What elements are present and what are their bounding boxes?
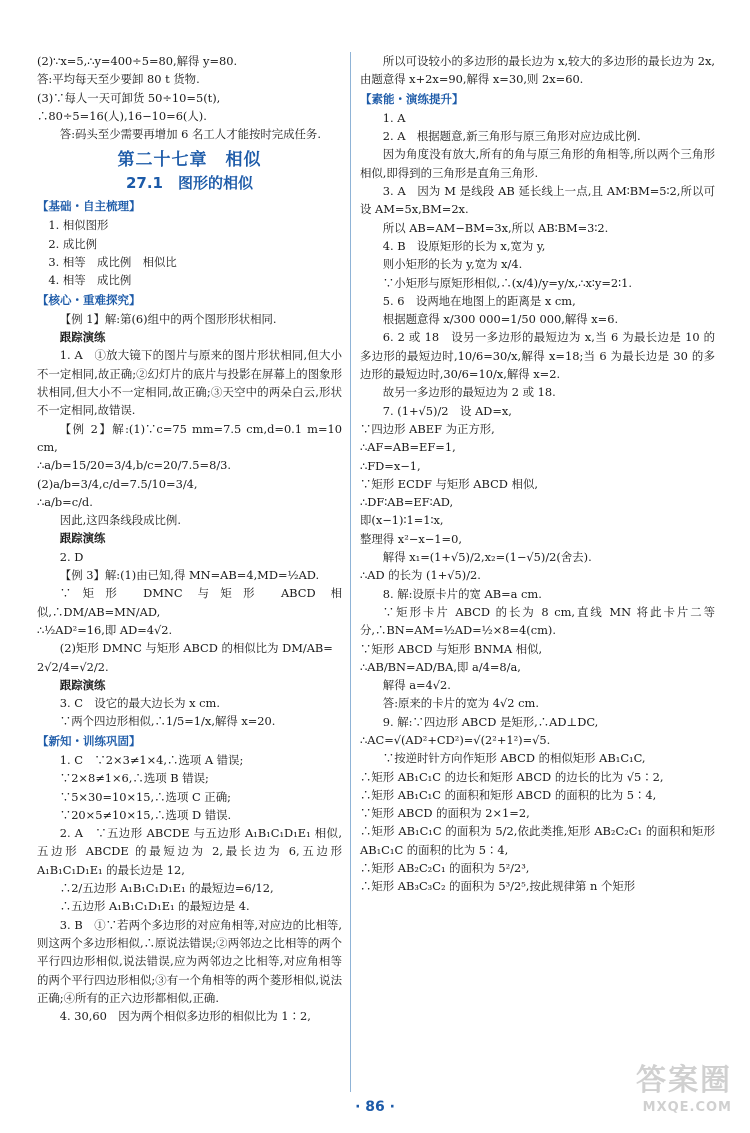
new-item: 1. C ∵2×3≠1×4,∴选项 A 错误; [59, 752, 244, 767]
skill-item: ∵四边形 ABEF 为正方形, [360, 421, 495, 436]
tag-skill: 【素能・演练提升】 [360, 91, 464, 106]
tag-new: 【新知・训练巩固】 [37, 733, 141, 748]
skill-item: ∵矩形 ABCD 与矩形 BNMA 相似, [360, 641, 543, 656]
skill-item: ∴DF∶AB=EF∶AD, [360, 495, 454, 510]
skill-item: 4. B 设原矩形的长为 x,宽为 y, [382, 238, 546, 253]
skill-item: 根据题意得 x/300 000=1/50 000,解得 x=6. [382, 312, 619, 327]
skill-item: ∵矩形卡片 ABCD 的长为 8 cm,直线 MN 将此卡片二等分,∴BN=AM=½AD=½×8=4(cm). [360, 604, 715, 638]
skill-item: 所以 AB=AM−BM=3x,所以 AB∶BM=3∶2. [382, 220, 609, 235]
follow-3-line: ∵两个四边形相似,∴1/5=1/x,解得 x=20. [59, 714, 276, 729]
tag-basic: 【基础・自主梳理】 [37, 199, 141, 214]
example-3-line: ∵矩形 DMNC 与矩形 ABCD 相似,∴DM/AB=MN/AD, [37, 586, 342, 619]
skill-item: 9. 解:∵四边形 ABCD 是矩形,∴AD⊥DC, [382, 714, 599, 729]
right-top-line: 所以可设较小的多边形的最长边为 x,较大的多边形的最长边为 2x,由题意得 x+2x=90,解得 x=30,则 2x=60. [360, 54, 715, 87]
skill-item: ∴AF=AB=EF=1, [360, 440, 456, 455]
skill-item: 因为角度没有放大,所有的角与原三角形的角相等,所以两个三角形相似,即得到的三角形是直角三角形. [360, 147, 715, 180]
left-top-line: (2)∵x=5,∴y=400÷5=80,解得 y=80. [37, 54, 238, 68]
skill-item: ∴矩形 AB₁C₁C 的面积和矩形 ABCD 的面积的比为 5∶4, [360, 787, 657, 802]
skill-item: 1. A [382, 110, 406, 125]
example-2-line: ∴a/b=15/20=3/4,b/c=20/7.5=8/3. [37, 458, 232, 473]
skill-item: ∴AD 的长为 (1+√5)/2. [360, 568, 481, 583]
new-item: 4. 30,60 因为两个相似多边形的相似比为 1∶2, [59, 1009, 311, 1024]
follow-heading: 跟踪演练 [59, 531, 106, 546]
basic-item: 2. 成比例 [48, 236, 98, 251]
follow-heading: 跟踪演练 [59, 677, 106, 692]
example-3: 【例 3】解:(1)由已知,得 MN=AB=4,MD=½AD. [59, 568, 320, 583]
skill-item: ∴矩形 AB₁C₁C 的面积为 5/2,依此类推,矩形 AB₂C₂C₁ 的面积和矩形 AB₁C₁C 的面积的比为 5∶4, [360, 824, 715, 857]
skill-item: ∴FD=x−1, [360, 458, 421, 473]
follow-3-line: 3. C 设它的最大边长为 x cm. [59, 696, 220, 711]
example-2-line: ∴a/b=c/d. [37, 494, 93, 509]
example-2-conclusion: 因此,这四条线段成比例. [59, 513, 181, 528]
skill-item: ∵按逆时针方向作矩形 ABCD 的相似矩形 AB₁C₁C, [382, 751, 646, 766]
skill-item: 7. (1+√5)/2 设 AD=x, [382, 403, 512, 418]
skill-item: ∵小矩形与原矩形相似,∴(x/4)/y=y/x,∴x∶y=2∶1. [382, 275, 632, 290]
left-top-line: (3)∵每人一天可卸货 50÷10=5(t), [37, 90, 221, 105]
right-column [360, 52, 715, 896]
chapter-title: 第二十七章 相似 [117, 150, 262, 171]
new-item: ∴五边形 A₁B₁C₁D₁E₁ 的最短边是 4. [59, 899, 250, 914]
basic-item: 3. 相等 成比例 相似比 [48, 254, 177, 269]
skill-item: 8. 解:设原卡片的宽 AB=a cm. [382, 586, 542, 601]
skill-item: 答:原来的卡片的宽为 4√2 cm. [382, 696, 539, 711]
skill-item: 3. A 因为 M 是线段 AB 延长线上一点,且 AM∶BM=5∶2,所以可设 AM=5x,BM=2x. [360, 184, 715, 217]
skill-item: ∵矩形 ABCD 的面积为 2×1=2, [360, 806, 530, 821]
example-2-line: (2)a/b=3/4,c/d=7.5/10=3/4, [37, 476, 198, 491]
new-item: ∵5×30=10×15,∴选项 C 正确; [59, 789, 231, 804]
left-top-line: ∴80÷5=16(人),16−10=6(人). [37, 108, 207, 123]
follow-heading: 跟踪演练 [59, 330, 106, 345]
section-title: 27.1 图形的相似 [125, 173, 253, 192]
skill-item: 解得 x₁=(1+√5)/2,x₂=(1−√5)/2(舍去). [382, 550, 592, 565]
new-item: ∵20×5≠10×15,∴选项 D 错误. [59, 807, 232, 822]
skill-item: 解得 a=4√2. [382, 678, 451, 693]
skill-item: 故另一多边形的最短边为 2 或 18. [382, 385, 556, 400]
skill-item: 整理得 x²−x−1=0, [360, 531, 462, 546]
new-item: 2. A ∵五边形 ABCDE 与五边形 A₁B₁C₁D₁E₁ 相似,五边形 ABCDE 的最短边为 2,最长边为 6,五边形 A₁B₁C₁D₁E₁ 的最长边是 12, [37, 826, 342, 877]
skill-item: 6. 2 或 18 设另一多边形的最短边为 x,当 6 为最长边是 10 的多边形的最短边时,10/6=30/x,解得 x=18;当 6 为最长边是 30 的多边形的最短边时,30/6=10/x,解得 x=2. [360, 330, 715, 382]
watermark-line-2: MXQE.COM [642, 1100, 732, 1115]
left-top-line: 答:码头至少需要再增加 6 名工人才能按时完成任务. [59, 127, 321, 142]
skill-item: 2. A 根据题意,新三角形与原三角形对应边成比例. [382, 129, 641, 144]
example-1: 【例 1】解:第(6)组中的两个图形形状相同. [59, 311, 277, 326]
skill-item: 即(x−1)∶1=1∶x, [360, 513, 444, 528]
left-column [37, 52, 342, 1025]
new-item: 3. B ①∵若两个多边形的对应角相等,对应边的比相等,则这两个多边形相似,∴原说法错误;②两邻边之比相等的两个平行四边形相似,说法错误,应为两邻边之比相等,对应角相等的两个平行四边形相似;③有一个角相等的两个菱形相似,说法正确;④所有的正六边形都相似,正确. [37, 917, 342, 1005]
page-number: · 86 · [355, 1099, 395, 1115]
skill-item: ∵矩形 ECDF 与矩形 ABCD 相似, [360, 476, 538, 491]
left-top-line: 答:平均每天至少要卸 80 t 货物. [37, 72, 200, 87]
tag-core: 【核心・重难探究】 [37, 292, 141, 307]
watermark-logo [592, 1063, 732, 1125]
column-divider [350, 52, 351, 1092]
follow-2-text: 2. D [59, 549, 84, 564]
skill-item: 则小矩形的长为 y,宽为 x/4. [382, 257, 523, 272]
example-3-line: (2)矩形 DMNC 与矩形 ABCD 的相似比为 DM/AB= [59, 641, 333, 656]
follow-1-text: 1. A ①放大镜下的图片与原来的图片形状相同,但大小不一定相同,故正确;②幻灯片的底片与投影在屏幕上的图象形状相同,但大小不一定相同,故正确;③天空中的两朵白云,形状不一定相同,故错误. [37, 348, 342, 418]
skill-item: ∴矩形 AB₃C₃C₂ 的面积为 5³/2⁵,按此规律第 n 个矩形 [360, 879, 636, 894]
basic-item: 1. 相似图形 [48, 218, 109, 233]
example-3-line: ∴½AD²=16,即 AD=4√2. [37, 622, 173, 637]
new-item: ∴2/五边形 A₁B₁C₁D₁E₁ 的最短边=6/12, [59, 881, 274, 896]
example-3-line: 2√2/4=√2/2. [37, 659, 109, 674]
watermark-line-1: 答案圈 [636, 1063, 732, 1098]
basic-item: 4. 相等 成比例 [48, 273, 132, 288]
example-2: 【例 2】解:(1)∵c=75 mm=7.5 cm,d=0.1 m=10 cm, [37, 421, 342, 454]
skill-item: 5. 6 设两地在地图上的距离是 x cm, [382, 293, 576, 308]
new-item: ∵2×8≠1×6,∴选项 B 错误; [59, 771, 209, 786]
skill-item: ∴AC=√(AD²+CD²)=√(2²+1²)=√5. [360, 732, 551, 747]
skill-item: ∴AB/BN=AD/BA,即 a/4=8/a, [360, 659, 521, 674]
skill-item: ∴矩形 AB₁C₁C 的边长和矩形 ABCD 的边长的比为 √5∶2, [360, 769, 664, 784]
skill-item: ∴矩形 AB₂C₂C₁ 的面积为 5²/2³, [360, 861, 530, 876]
